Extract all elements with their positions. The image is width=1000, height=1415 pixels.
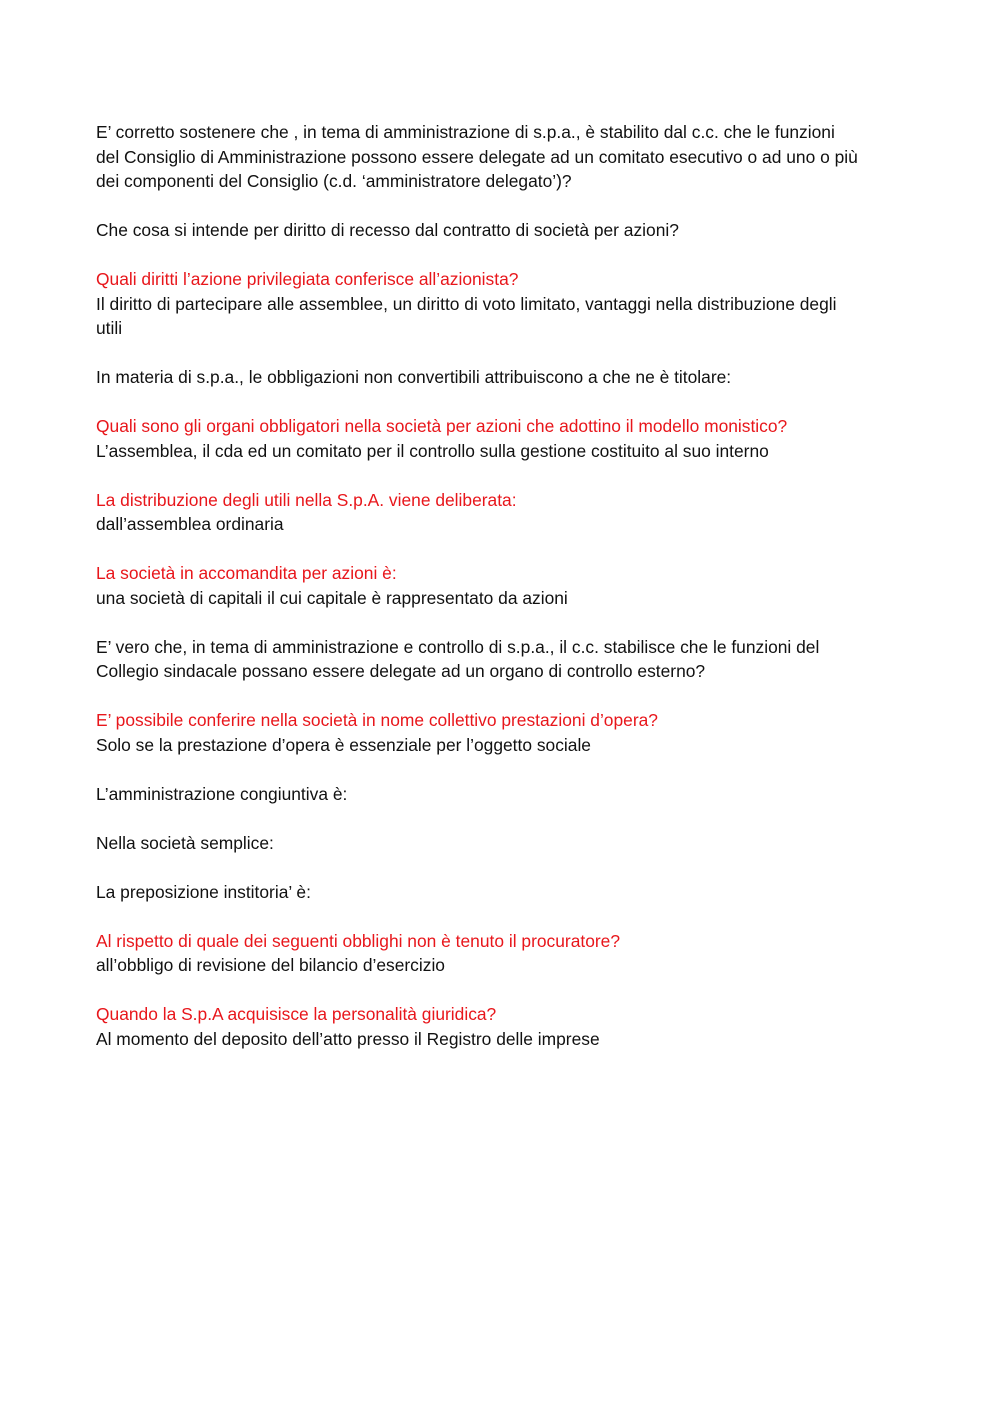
question-block-12 bbox=[96, 880, 911, 905]
question-block-4 bbox=[96, 365, 911, 390]
answer-line: Solo se la prestazione d’opera è essenziale per l’oggetto sociale bbox=[96, 734, 591, 755]
highlighted-question: La distribuzione degli utili nella S.p.A. viene deliberata: bbox=[96, 489, 517, 510]
question-line: dei componenti del Consiglio (c.d. ‘amministratore delegato’)? bbox=[96, 171, 572, 191]
question-line: E’ vero che, in tema di amministrazione e controllo di s.p.a., il c.c. stabilisce che le funzioni del bbox=[96, 636, 820, 657]
qa-block-3 bbox=[96, 267, 911, 341]
highlighted-question: Quali sono gli organi obbligatori nella società per azioni che adottino il modello monistico? bbox=[96, 416, 788, 436]
question-line: Nella società semplice: bbox=[96, 832, 274, 853]
qa-block-5 bbox=[96, 414, 911, 463]
question-block-2 bbox=[96, 218, 911, 243]
answer-line: Il diritto di partecipare alle assemblee, un diritto di voto limitato, vantaggi nella distribuzione degli bbox=[96, 293, 837, 314]
qa-block-9 bbox=[96, 708, 911, 757]
question-line: L’amministrazione congiuntiva è: bbox=[96, 783, 348, 804]
question-block-8 bbox=[96, 635, 911, 684]
question-line: La preposizione institoria’ è: bbox=[96, 881, 311, 902]
answer-line: all’obbligo di revisione del bilancio d’esercizio bbox=[96, 955, 445, 975]
highlighted-question: La società in accomandita per azioni è: bbox=[96, 563, 397, 583]
question-line: Che cosa si intende per diritto di recesso dal contratto di società per azioni? bbox=[96, 220, 679, 240]
highlighted-question: Quando la S.p.A acquisisce la personalità giuridica? bbox=[96, 1004, 497, 1024]
highlighted-question: Al rispetto di quale dei seguenti obblighi non è tenuto il procuratore? bbox=[96, 930, 621, 951]
highlighted-question: E’ possibile conferire nella società in nome collettivo prestazioni d’opera? bbox=[96, 710, 658, 730]
qa-block-6 bbox=[96, 488, 911, 537]
question-line: del Consiglio di Amministrazione possono essere delegate ad un comitato esecutivo o ad uno o più bbox=[96, 146, 858, 167]
question-line: In materia di s.p.a., le obbligazioni non convertibili attribuiscono a che ne è titolare: bbox=[96, 367, 732, 387]
question-line: E’ corretto sostenere che , in tema di amministrazione di s.p.a., è stabilito dal c.c. che le funzioni bbox=[96, 122, 835, 142]
answer-line: utili bbox=[96, 318, 123, 338]
question-block-10 bbox=[96, 782, 911, 807]
answer-line: una società di capitali il cui capitale è rappresentato da azioni bbox=[96, 587, 568, 608]
answer-line: L’assemblea, il cda ed un comitato per il controllo sulla gestione costituito al suo interno bbox=[96, 440, 769, 461]
answer-line: Al momento del deposito dell’atto presso il Registro delle imprese bbox=[96, 1028, 600, 1049]
qa-block-13 bbox=[96, 929, 911, 978]
question-line: Collegio sindacale possano essere delegate ad un organo di controllo esterno? bbox=[96, 661, 706, 681]
question-block-1 bbox=[96, 120, 911, 194]
document-page bbox=[96, 120, 911, 1076]
question-block-11 bbox=[96, 831, 911, 856]
qa-block-14 bbox=[96, 1002, 911, 1051]
qa-block-7 bbox=[96, 561, 911, 610]
highlighted-question: Quali diritti l’azione privilegiata conferisce all’azionista? bbox=[96, 269, 519, 289]
answer-line: dall’assemblea ordinaria bbox=[96, 514, 284, 534]
